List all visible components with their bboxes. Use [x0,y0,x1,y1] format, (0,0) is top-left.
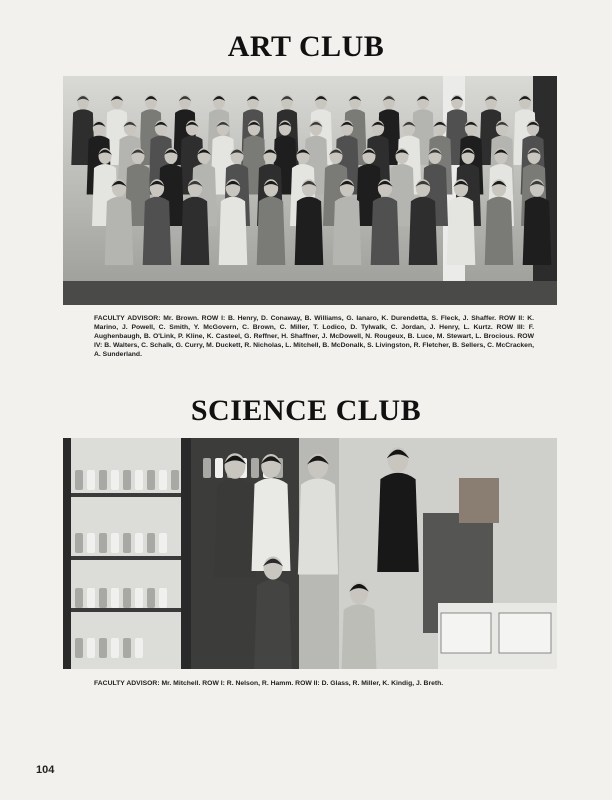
bottle [159,470,167,490]
bottle [111,533,119,553]
bottle [135,588,143,608]
bottle [99,588,107,608]
science-club-photo-illustration [63,438,557,669]
bottle [75,533,83,553]
bottle [111,470,119,490]
art-club-caption: FACULTY ADVISOR: Mr. Brown. ROW I: B. Henry, D. Conaway, B. Williams, G. Ianaro, K. Durendetta, S. Fleck, J. Shaffer. ROW II: K. Marino, J. Powell, C. Smith, Y. McGovern, C. Brown, C. Miller, T. Lodico, D. Tylwalk, C. Jordan, J. Henry, L. Kurtz. ROW III: F. Aughenbaugh, B. O'Link, P. Kline, K. Casteel, G. Reffner, H. Shaffner, J. McDowell, N. Rougeux, B. Luce, M. Stewart, L. Brocious. ROW IV: B. Walters, C. Schalk, G. Curry, M. Duckett, R. Nicholas, L. Mitchell, B. McDonalk, S. Livingston, R. Fletcher, B. Sellers, C. McCracken, A. Sunderland. [94,315,534,358]
bottle [171,470,179,490]
bottle [251,458,259,478]
bottle [159,533,167,553]
art-club-photo [63,76,557,305]
science-club-photo [63,438,557,669]
bottle [159,588,167,608]
bottle [123,470,131,490]
bottle [111,588,119,608]
bottle [123,533,131,553]
bottle [75,588,83,608]
bottle [75,638,83,658]
art-club-title: ART CLUB [227,30,385,63]
bottle [123,588,131,608]
bottle [135,533,143,553]
bottle [87,638,95,658]
bottle [75,470,83,490]
bottle [147,533,155,553]
bottle [203,458,211,478]
bottle [99,533,107,553]
bottle [135,470,143,490]
page-number: 104 [36,764,55,776]
bottle [87,533,95,553]
bottle [87,470,95,490]
bottle [111,638,119,658]
bottle [135,638,143,658]
bottle [147,470,155,490]
science-club-title: SCIENCE CLUB [190,394,422,427]
bottle [99,638,107,658]
art-club-photo-illustration [63,76,557,305]
bottle [99,470,107,490]
bottle [147,588,155,608]
bottle [87,588,95,608]
science-club-caption: FACULTY ADVISOR: Mr. Mitchell. ROW I: R. Nelson, R. Hamm. ROW II: D. Glass, R. Miller, K. Kindig, J. Breth. [94,680,444,687]
bottle [215,458,223,478]
bottle [123,638,131,658]
